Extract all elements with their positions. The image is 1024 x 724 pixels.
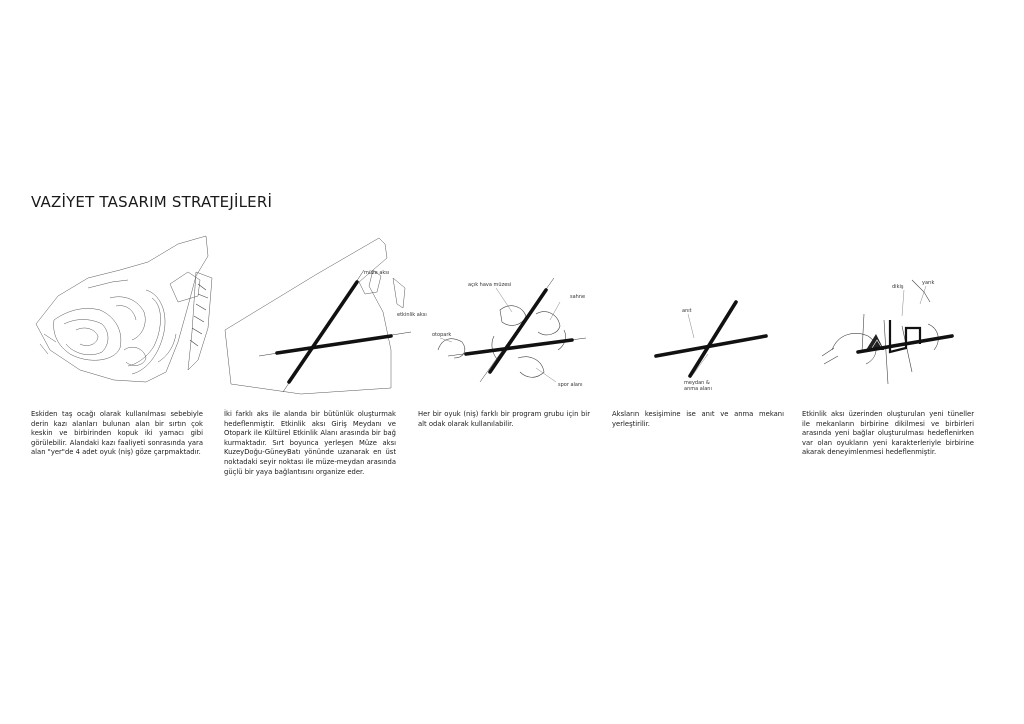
stitch-label: dikiş <box>892 284 904 290</box>
intersection-diagram <box>612 232 797 402</box>
tunnels-diagram <box>802 232 987 402</box>
museum-axis-label: müze aksı <box>364 270 390 276</box>
square-label-line2: anma alanı <box>684 386 712 392</box>
parking-label: otopark <box>432 332 452 338</box>
museum-axis <box>690 302 736 376</box>
monument-label: anıt <box>682 308 692 314</box>
square-label-line1: meydan & <box>684 380 710 386</box>
site-description: Eskiden taş ocağı olarak kullanılması sebebiyle derin kazı alanları bulunan alan bir sırtın çok keskin ve birbirinden kopuk iki yamacı gibi görülebilir. Alandaki kazı faaliyeti sonrasında yara alan "yer"de 4 adet oyuk (niş) göze çarpmaktadır. <box>31 410 203 457</box>
tunnels-drawing <box>802 232 987 402</box>
event-axis <box>277 336 391 353</box>
axes-drawing <box>221 232 427 402</box>
intersection-description: Aksların kesişimine ise anıt ve anma mekanı yerleştirilir. <box>612 410 784 428</box>
site-plan-diagram <box>28 232 213 402</box>
niches-diagram <box>418 232 603 402</box>
niches-description: Her bir oyuk (niş) farklı bir program grubu için bir alt odak olarak kullanılabilir. <box>418 410 590 428</box>
museum-axis <box>289 282 357 382</box>
site-plan-drawing <box>28 232 213 402</box>
sports-area-label: spor alanı <box>558 382 583 388</box>
intersection-drawing <box>612 232 797 402</box>
page-title: VAZİYET TASARIM STRATEJİLERİ <box>31 193 273 211</box>
open-air-museum-label: açık hava müzesi <box>468 282 512 288</box>
event-axis <box>466 340 572 354</box>
tunnels-description: Etkinlik aksı üzerinden oluşturulan yeni tüneller ile mekanların birbirine dikilmesi ve birbirleri arasında yeni bağlar oluşturulması hedeflenirken var olan oyukların yeni karakterleriyle birbirine akarak deneyimlenmesi hedeflenmiştir. <box>802 410 974 457</box>
event-axis-label: etkinlik aksı <box>397 312 427 318</box>
axes-diagram <box>221 232 427 402</box>
niches-drawing <box>418 232 603 402</box>
axes-description: İki farklı aks ile alanda bir bütünlük oluşturmak hedeflenmiştir. Etkinlik aksı Giriş Meydanı ve Otopark ile Kültürel Etkinlik Alanı arasında bir bağ kurmaktadır. Sırt boyunca yerleşen Müze aksı KuzeyDoğu-GüneyBatı yönünde uzanarak en üst noktadaki seyir noktası ile müze-meydan arasında güçlü bir yaya bağlantısını organize eder. <box>224 410 396 476</box>
scar-label: yarık <box>922 280 935 286</box>
stage-label: sahne <box>570 294 586 300</box>
museum-axis <box>490 290 546 372</box>
